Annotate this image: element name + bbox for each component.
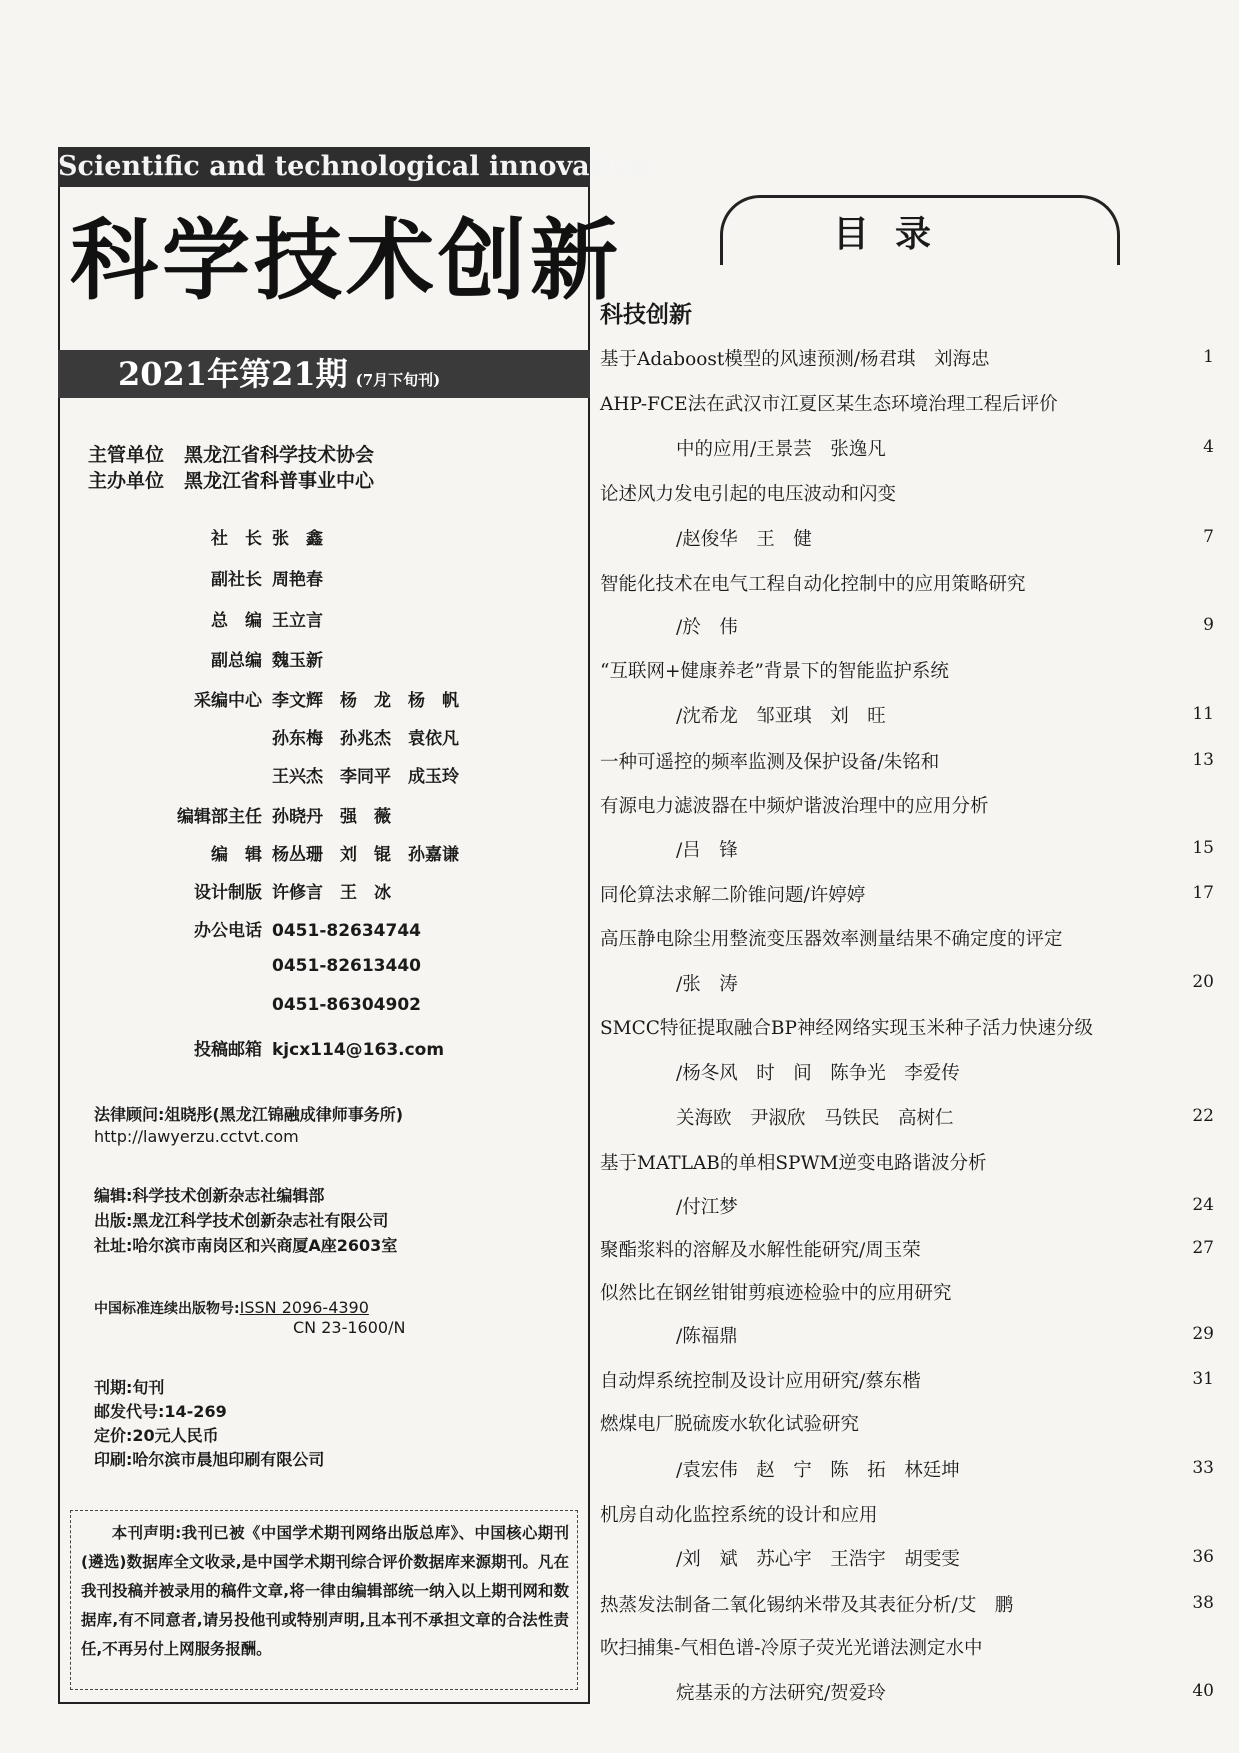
toc-entry: /张 涛 xyxy=(676,974,738,995)
toc-entry: 智能化技术在电气工程自动化控制中的应用策略研究 xyxy=(600,574,1026,595)
staff-row xyxy=(150,802,590,827)
toc-page-number: 4 xyxy=(1203,437,1214,457)
toc-header-label: 目录 xyxy=(833,213,958,255)
toc-header xyxy=(720,195,1120,265)
toc-page-number: 11 xyxy=(1192,704,1214,724)
staff-row xyxy=(150,956,590,976)
staff-label: 编辑部主任 xyxy=(177,807,262,827)
staff-label: 设计制版 xyxy=(194,883,262,903)
toc-entry: 同伦算法求解二阶锥问题/许婷婷 xyxy=(600,885,866,906)
staff-value: 0451-86304902 xyxy=(272,995,421,1015)
toc-entry: 自动焊系统控制及设计应用研究/蔡东楷 xyxy=(600,1371,921,1392)
staff-value: 0451-82634744 xyxy=(272,921,421,941)
toc-entry: SMCC特征提取融合BP神经网络实现玉米种子活力快速分级 xyxy=(600,1018,1093,1039)
toc-entry: /陈福鼎 xyxy=(676,1326,738,1347)
staff-value: 李文辉 杨 龙 杨 帆 xyxy=(272,691,459,711)
toc-entry: 基于MATLAB的单相SPWM逆变电路谐波分析 xyxy=(600,1153,987,1174)
toc-entry: /赵俊华 王 健 xyxy=(676,529,812,550)
toc-page-number: 15 xyxy=(1192,838,1214,858)
serial-label: 中国标准连续出版物号: xyxy=(94,1301,240,1317)
publisher-line: 出版:黑龙江科学技术创新杂志社有限公司 xyxy=(94,1211,389,1230)
toc-entry: /刘 斌 苏心宇 王浩宇 胡雯雯 xyxy=(676,1549,960,1570)
staff-row xyxy=(150,878,590,903)
staff-value: 王立言 xyxy=(272,611,323,631)
toc-page-number: 7 xyxy=(1203,527,1214,547)
staff-value: 0451-82613440 xyxy=(272,956,421,976)
toc-entry: 一种可遥控的频率监测及保护设备/朱铭和 xyxy=(600,752,940,773)
address-line: 社址:哈尔滨市南岗区和兴商厦A座2603室 xyxy=(94,1236,398,1255)
toc-page-number: 22 xyxy=(1192,1106,1214,1126)
toc-entry: 聚酯浆料的溶解及水解性能研究/周玉荣 xyxy=(600,1240,921,1261)
postal-code-line: 邮发代号:14-269 xyxy=(94,1402,227,1421)
toc-page-number: 38 xyxy=(1192,1593,1214,1613)
staff-label: 办公电话 xyxy=(194,921,262,941)
toc-page-number: 36 xyxy=(1192,1547,1214,1567)
staff-label: 副社长 xyxy=(211,570,262,590)
staff-row xyxy=(150,724,590,749)
toc-entry: 似然比在钢丝钳钳剪痕迹检验中的应用研究 xyxy=(600,1283,952,1304)
toc-entry: 烷基汞的方法研究/贺爱玲 xyxy=(676,1683,886,1704)
toc-page-number: 1 xyxy=(1203,347,1214,367)
toc-entry: /吕 锋 xyxy=(676,840,738,861)
toc-entry: AHP-FCE法在武汉市江夏区某生态环境治理工程后评价 xyxy=(600,394,1058,415)
sponsor-value: 黑龙江省科学技术协会 xyxy=(184,444,375,466)
sponsor-row xyxy=(88,440,568,467)
printer-line: 印刷:哈尔滨市晨旭印刷有限公司 xyxy=(94,1450,325,1469)
staff-value: 魏玉新 xyxy=(272,651,323,671)
staff-label: 副总编 xyxy=(211,651,262,671)
staff-row xyxy=(150,1035,590,1060)
toc-entry: “互联网+健康养老”背景下的智能监护系统 xyxy=(600,661,949,682)
staff-value: 张 鑫 xyxy=(272,529,323,549)
staff-row xyxy=(150,840,590,865)
toc-entry: 机房自动化监控系统的设计和应用 xyxy=(600,1505,878,1526)
staff-row xyxy=(150,565,590,590)
staff-label: 投稿邮箱 xyxy=(194,1040,262,1060)
toc-entry: 中的应用/王景芸 张逸凡 xyxy=(676,439,886,460)
toc-entry: /袁宏伟 赵 宁 陈 拓 林廷坤 xyxy=(676,1460,960,1481)
journal-title-cn: 科学技术创新 xyxy=(70,208,623,312)
staff-label: 社 长 xyxy=(211,529,262,549)
staff-value: 孙东梅 孙兆杰 袁依凡 xyxy=(272,729,459,749)
sponsor-value: 黑龙江省科普事业中心 xyxy=(184,470,375,492)
staff-label: 总 编 xyxy=(211,611,262,631)
sponsor-label: 主管单位 xyxy=(88,444,165,466)
toc-page-number: 31 xyxy=(1192,1369,1214,1389)
staff-row xyxy=(150,646,590,671)
staff-row xyxy=(150,916,590,941)
staff-label: 编 辑 xyxy=(211,845,262,865)
period-line: 刊期:旬刊 xyxy=(94,1378,165,1397)
toc-page-number: 13 xyxy=(1192,750,1214,770)
toc-entry: 关海欧 尹淑欣 马铁民 高树仁 xyxy=(676,1108,954,1129)
issn-value: ISSN 2096-4390 xyxy=(239,1298,369,1317)
staff-row xyxy=(150,524,590,549)
toc-entry: 有源电力滤波器在中频炉谐波治理中的应用分析 xyxy=(600,796,989,817)
staff-value: 杨丛珊 刘 锟 孙嘉谦 xyxy=(272,845,459,865)
editor-line: 编辑:科学技术创新杂志社编辑部 xyxy=(94,1186,325,1205)
issue-bar xyxy=(58,350,590,398)
sponsor-row xyxy=(88,466,568,493)
issue-number: 2021年第21期 xyxy=(118,355,348,393)
toc-page-number: 29 xyxy=(1192,1324,1214,1344)
staff-value: 孙晓丹 强 薇 xyxy=(272,807,391,827)
sponsor-label: 主办单位 xyxy=(88,470,165,492)
price-line: 定价:20元人民币 xyxy=(94,1426,219,1445)
toc-entry: 燃煤电厂脱硫废水软化试验研究 xyxy=(600,1414,860,1435)
staff-row xyxy=(150,606,590,631)
staff-value: 周艳春 xyxy=(272,570,323,590)
toc-entry: /沈希龙 邹亚琪 刘 旺 xyxy=(676,706,886,727)
issue-period: (7月下旬刊) xyxy=(355,371,441,389)
toc-entry: /付江梦 xyxy=(676,1197,738,1218)
toc-section-title: 科技创新 xyxy=(600,302,692,328)
staff-row xyxy=(150,995,590,1015)
staff-label: 采编中心 xyxy=(194,691,262,711)
legal-url[interactable]: http://lawyerzu.cctvt.com xyxy=(94,1127,299,1146)
toc-page-number: 40 xyxy=(1192,1681,1214,1701)
staff-value: kjcx114@163.com xyxy=(272,1040,445,1060)
toc-page-number: 20 xyxy=(1192,972,1214,992)
staff-row xyxy=(150,762,590,787)
staff-value: 许修言 王 冰 xyxy=(272,883,391,903)
toc-page-number: 9 xyxy=(1203,615,1214,635)
journal-title-en: Scientific and technological innovation xyxy=(58,147,590,187)
cn-value: CN 23-1600/N xyxy=(293,1318,406,1337)
toc-entry: 吹扫捕集-气相色谱-冷原子荧光光谱法测定水中 xyxy=(600,1638,983,1659)
toc-page-number: 24 xyxy=(1192,1195,1214,1215)
toc-entry: 论述风力发电引起的电压波动和闪变 xyxy=(600,484,897,505)
toc-entry: /於 伟 xyxy=(676,617,738,638)
toc-entry: 基于Adaboost模型的风速预测/杨君琪 刘海忠 xyxy=(600,349,990,370)
journal-statement: 本刊声明:我刊已被《中国学术期刊网络出版总库》、中国核心期刊(遴选)数据库全文收录,是中国学术期刊综合评价数据库来源期刊。凡在我刊投稿并被录用的稿件文章,将一律由编辑部统一纳入以上期刊网和数据库,有不同意者,请另投他刊或特别声明,且本刊不承担文章的合法性责任,不再另付上网服务报酬。 xyxy=(70,1510,578,1690)
toc-entry: /杨冬风 时 间 陈争光 李爱传 xyxy=(676,1063,960,1084)
toc-page-number: 27 xyxy=(1192,1238,1214,1258)
serial-row xyxy=(94,1298,584,1318)
toc-entry: 高压静电除尘用整流变压器效率测量结果不确定度的评定 xyxy=(600,929,1063,950)
toc-page-number: 17 xyxy=(1192,883,1214,903)
toc-entry: 热蒸发法制备二氧化锡纳米带及其表征分析/艾 鹏 xyxy=(600,1595,1014,1616)
staff-row xyxy=(150,686,590,711)
toc-page-number: 33 xyxy=(1192,1458,1214,1478)
staff-value: 王兴杰 李同平 成玉玲 xyxy=(272,767,459,787)
legal-counsel: 法律顾问:俎晓彤(黑龙江锦融成律师事务所) xyxy=(94,1105,404,1124)
